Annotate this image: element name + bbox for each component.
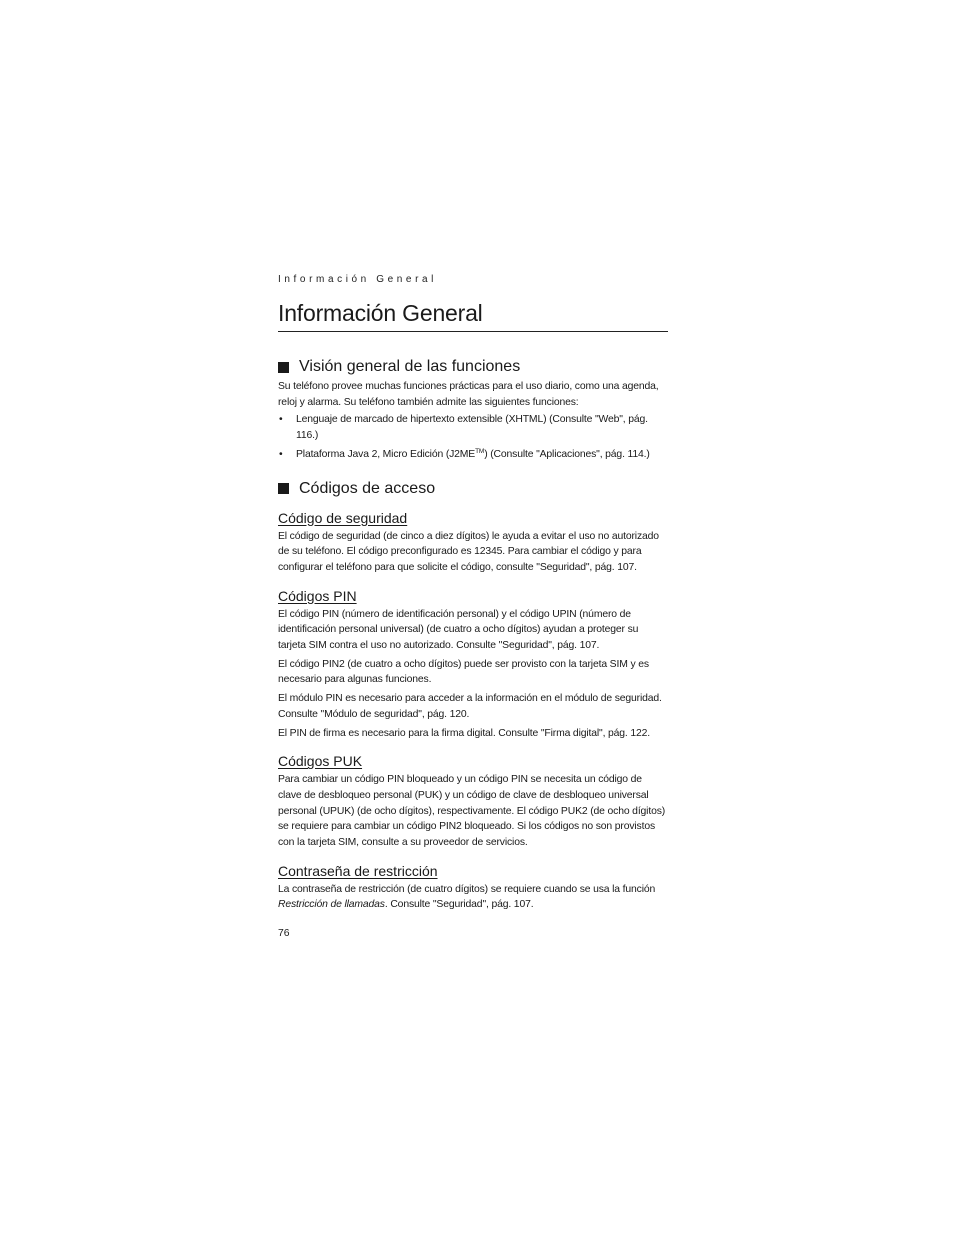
overview-intro: Su teléfono provee muchas funciones prácticas para el uso diario, como una agenda, reloj y alarma. Su teléfono también admite las siguientes funciones: [278,381,659,408]
section-title-overview [278,357,668,377]
list-item-text-before: Plataforma Java 2, Micro Edición (J2ME [296,448,476,460]
list-item-text-after: ) (Consulte "Aplicaciones", pág. 114.) [484,448,650,460]
signing-pin-paragraph: El PIN de firma es necesario para la firma digital. Consulte "Firma digital", pág. 122. [278,727,651,739]
subsection-title-security-code: Código de seguridad [278,509,408,526]
module-pin-paragraph: El módulo PIN es necesario para acceder a la información en el módulo de seguridad. Consulte "Módulo de seguridad", pág. 120. [278,693,662,720]
bullet-dot-icon: • [279,448,283,460]
pin-paragraph: El código PIN (número de identificación personal) y el código UPIN (número de identificación personal universal) (de cuatro a ocho dígitos) ayudan a proteger su tarjeta SIM contra el uso no autorizado. Consulte "Seguridad", pág. 107. [278,608,639,652]
section-title-access-codes [278,479,668,499]
barring-text-after: . Consulte "Seguridad", pág. 107. [384,899,534,911]
list-item-text: Lenguaje de marcado de hipertexto extensible (XHTML) (Consulte "Web", pág. 116.) [296,414,648,442]
list-item [278,412,668,443]
square-bullet-icon [278,362,289,373]
puk-paragraph: Para cambiar un código PIN bloqueado y un código PIN se necesita un código de clave de desbloqueo personal (PUK) y un código de clave de desbloqueo universal personal (UPUK) (de ocho dígitos), respectivamente. El código PUK2 (de ocho dígitos) se requiere para cambiar un código PIN2 bloqueado. Si los códigos no son provistos con la tarjeta SIM, consulte a su proveedor de servicios. [278,774,666,849]
square-bullet-icon [278,483,289,494]
barring-password-paragraph [278,882,668,913]
page-number: 76 [278,928,290,940]
security-code-paragraph: El código de seguridad (de cinco a diez dígitos) le ayuda a evitar el uso no autorizado de su teléfono. El código preconfigurado es 12345. Para cambiar el código y para configurar el teléfono para que solicite el código, consulte "Seguridad", pág. 107. [278,530,659,573]
document-page [278,273,668,941]
chapter-title: Información General [278,298,668,332]
list-item [278,447,668,463]
subsection-title-barring-password: Contraseña de restricción [278,862,438,879]
subsection-title-puk-codes: Códigos PUK [278,753,363,770]
bullet-dot-icon: • [279,414,283,426]
section-title-text: Visión general de las funciones [299,358,521,375]
subsection-title-pin-codes: Códigos PIN [278,587,357,604]
trademark-superscript: TM [475,447,485,455]
feature-list [278,412,668,462]
running-header: Información General [278,274,438,285]
pin2-paragraph: El código PIN2 (de cuatro a ocho dígitos) puede ser provisto con la tarjeta SIM y es necesario para algunas funciones. [278,658,649,686]
barring-function-name: Restricción de llamadas [278,899,385,911]
section-title-text: Códigos de acceso [299,479,436,497]
barring-text-before: La contraseña de restricción (de cuatro dígitos) se requiere cuando se usa la función [278,883,656,895]
